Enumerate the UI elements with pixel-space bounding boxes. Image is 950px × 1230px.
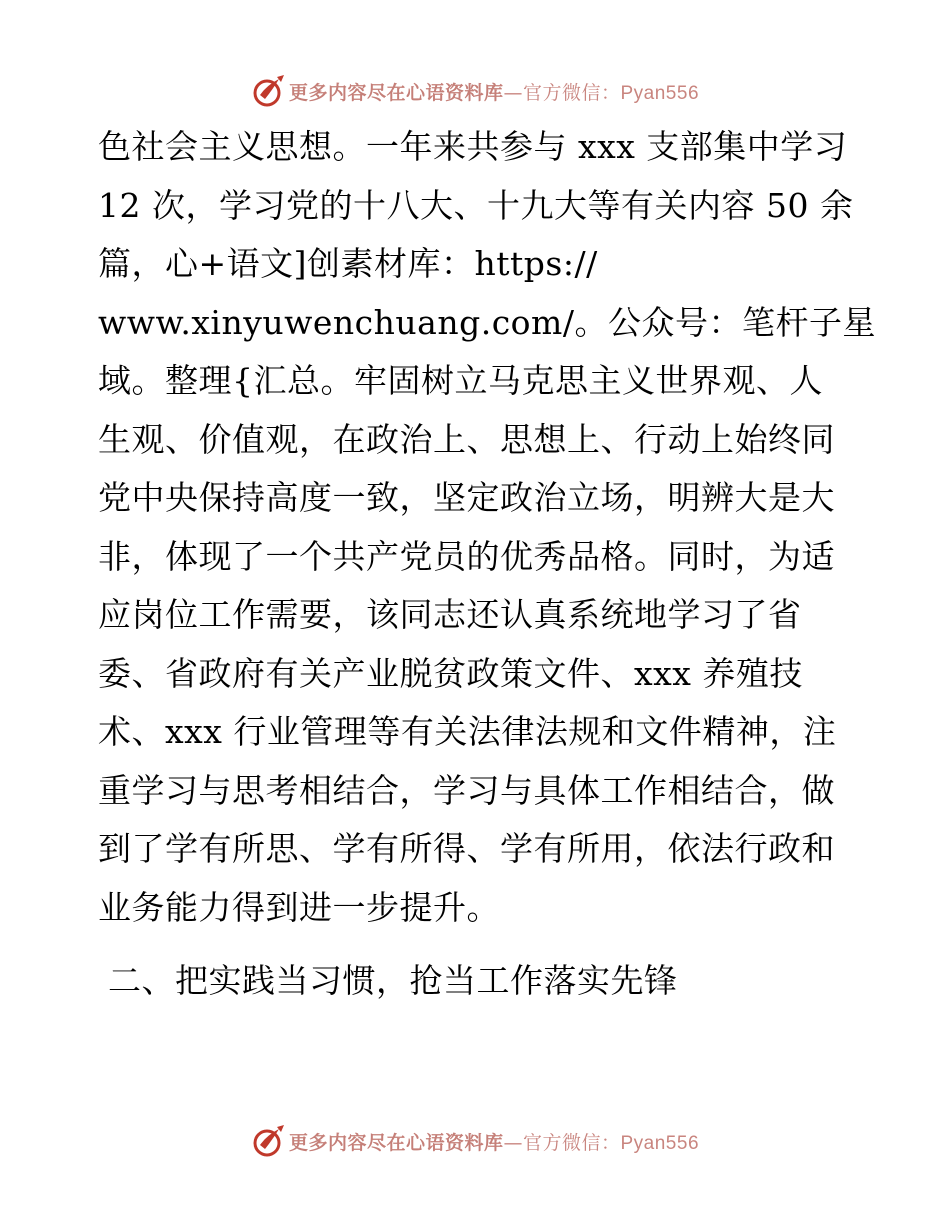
header-watermark xyxy=(0,71,950,111)
paragraph-line: 非，体现了一个共产党员的优秀品格。同时，为适 xyxy=(98,536,835,576)
watermark-wechat-label: 官方微信： xyxy=(522,81,621,104)
paragraph-line: 篇，心+语文]创素材库：https:// xyxy=(98,244,598,283)
paragraph-line: 到了学有所思、学有所得、学有所用，依法行政和 xyxy=(98,829,835,868)
paragraph-line: www.xinyuwenchuang.com/。公众号：笔杆子星 xyxy=(98,302,876,342)
footer-watermark xyxy=(0,1121,950,1161)
brush-logo-icon xyxy=(251,73,287,109)
watermark-wechat-id: Pyan556 xyxy=(620,1132,700,1154)
paragraph-line: 委、省政府有关产业脱贫政策文件、xxx 养殖技 xyxy=(98,653,803,693)
paragraph-line: 重学习与思考相结合，学习与具体工作相结合，做 xyxy=(98,770,835,810)
paragraph-line: 色社会主义思想。一年来共参与 xxx 支部集中学习 xyxy=(98,127,848,166)
body-paragraph xyxy=(98,118,876,937)
paragraph-line: 域。整理{汇总。牢固树立马克思主义世界观、人 xyxy=(98,361,823,400)
section-heading: 二、把实践当习惯，抢当工作落实先锋 xyxy=(108,961,678,1000)
paragraph-line: 应岗位工作需要，该同志还认真系统地学习了省 xyxy=(98,595,802,634)
watermark-dash: — xyxy=(503,1131,523,1154)
watermark-wechat-label: 官方微信： xyxy=(522,1131,621,1154)
watermark-dash: — xyxy=(503,81,523,104)
watermark-title: 更多内容尽在心语资料库 xyxy=(288,1131,504,1154)
paragraph-line: 术、xxx 行业管理等有关法律法规和文件精神，注 xyxy=(98,712,837,751)
watermark-title: 更多内容尽在心语资料库 xyxy=(288,81,504,104)
paragraph-line: 党中央保持高度一致，坚定政治立场，明辨大是大 xyxy=(98,478,835,517)
watermark-wechat-id: Pyan556 xyxy=(620,82,700,104)
paragraph-line: 业务能力得到进一步提升。 xyxy=(98,887,500,927)
paragraph-line: 生观、价值观，在政治上、思想上、行动上始终同 xyxy=(98,419,835,459)
paragraph-line: 12 次，学习党的十八大、十九大等有关内容 50 余 xyxy=(98,185,854,225)
brush-logo-icon xyxy=(251,1123,287,1159)
